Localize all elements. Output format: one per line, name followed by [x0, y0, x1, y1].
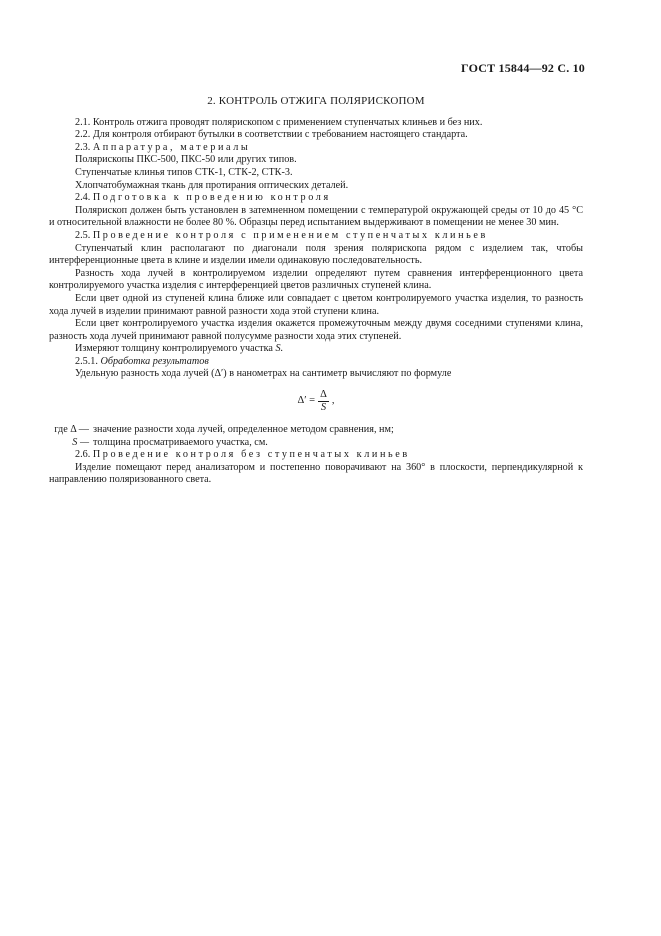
formula [49, 389, 583, 414]
paragraph: Разность хода лучей в контролируемом изделии определяют путем сравнения интерференционного цвета контролируемого участка изделия с интерференцией цветов различных ступеней клина. [49, 267, 583, 292]
symbol: S. [275, 343, 284, 355]
paragraph: Полярископ должен быть установлен в затемненном помещении с температурой окружающей среды от 10 до 45 °С и относительной влажности не более 80 %. Образцы перед испытанием выдерживают в помещении не менее 30 мин. [49, 204, 583, 229]
paragraph: Изделие помещают перед анализатором и постепенно поворачивают на 360° в плоскости, перпендикулярной к направлению поляризованного света. [49, 461, 583, 486]
section-title: 2. КОНТРОЛЬ ОТЖИГА ПОЛЯРИСКОПОМ [207, 95, 425, 107]
clause-2-2: 2.2. Для контроля отбирают бутылки в соответствии с требованием настоящего стандарта. [75, 129, 468, 141]
paragraph: Ступенчатый клин располагают по диагонали поля зрения полярископа рядом с изделием так, чтобы интерференционные цвета в клине и изделии имели одинаковую последовательность. [49, 242, 583, 267]
definitions [49, 424, 583, 449]
equipment-item: Хлопчатобумажная ткань для протирания оптических деталей. [75, 179, 349, 191]
definition-row [49, 424, 583, 437]
clause-number: 2.5.1. [75, 355, 98, 367]
paragraph: Если цвет одной из ступеней клина ближе или совпадает с цветом контролируемого участка изделия, то разность хода лучей в изделии принимают равной разности хода этой ступени клина. [49, 292, 583, 317]
clause-2-1: 2.1. Контроль отжига проводят полярископом с применением ступенчатых клиньев и без них. [75, 116, 483, 128]
paragraph: Удельную разность хода лучей (Δ′) в нанометрах на сантиметр вычисляют по формуле [75, 368, 452, 380]
definition-text: толщина просматриваемого участка, см. [93, 436, 268, 448]
clause-title: Подготовка к проведению контроля [92, 192, 331, 204]
clause-2-4-heading [49, 192, 583, 205]
formula-fraction [318, 389, 329, 414]
clause-2-3-heading [49, 142, 583, 155]
clause-title: Проведение контроля с применением ступенчатых клиньев [92, 229, 488, 241]
paragraph [49, 343, 583, 356]
clause-title: Аппаратура, материалы [92, 141, 251, 153]
definition-text: значение разности хода лучей, определенное методом сравнения, нм; [93, 424, 394, 436]
clause-number: 2.4. [75, 192, 91, 204]
formula-denominator: S [320, 402, 327, 414]
clause-title: Проведение контроля без ступенчатых клиньев [92, 449, 410, 461]
clause-number: 2.5. [75, 229, 91, 241]
equipment-item: Полярископы ПКС-500, ПКС-50 или других типов. [75, 154, 297, 166]
clause-2-5-heading [49, 230, 583, 243]
clause-2-5-1-heading [49, 356, 583, 369]
formula-lhs: Δ′ = [297, 395, 316, 407]
clause-title: Обработка результатов [100, 355, 209, 367]
definition-symbol: S — [72, 436, 89, 448]
definition-symbol: где Δ — [54, 424, 89, 436]
document-body [49, 95, 583, 487]
equipment-item: Ступенчатые клинья типов СТК-1, СТК-2, СТК-3. [75, 166, 293, 178]
definition-row [49, 437, 583, 450]
clause-number: 2.3. [75, 141, 91, 153]
clause-2-6-heading [49, 449, 583, 462]
paragraph-text: Измеряют толщину контролируемого участка [75, 343, 273, 355]
formula-tail: , [331, 395, 335, 407]
paragraph: Если цвет контролируемого участка изделия окажется промежуточным между двумя соседними ступенями клина, разность хода лучей принимают равной полусумме разности хода этих ступеней. [49, 318, 583, 342]
page-header: ГОСТ 15844—92 С. 10 [461, 61, 585, 75]
formula-numerator: Δ [320, 389, 327, 401]
clause-number: 2.6. [75, 449, 91, 461]
